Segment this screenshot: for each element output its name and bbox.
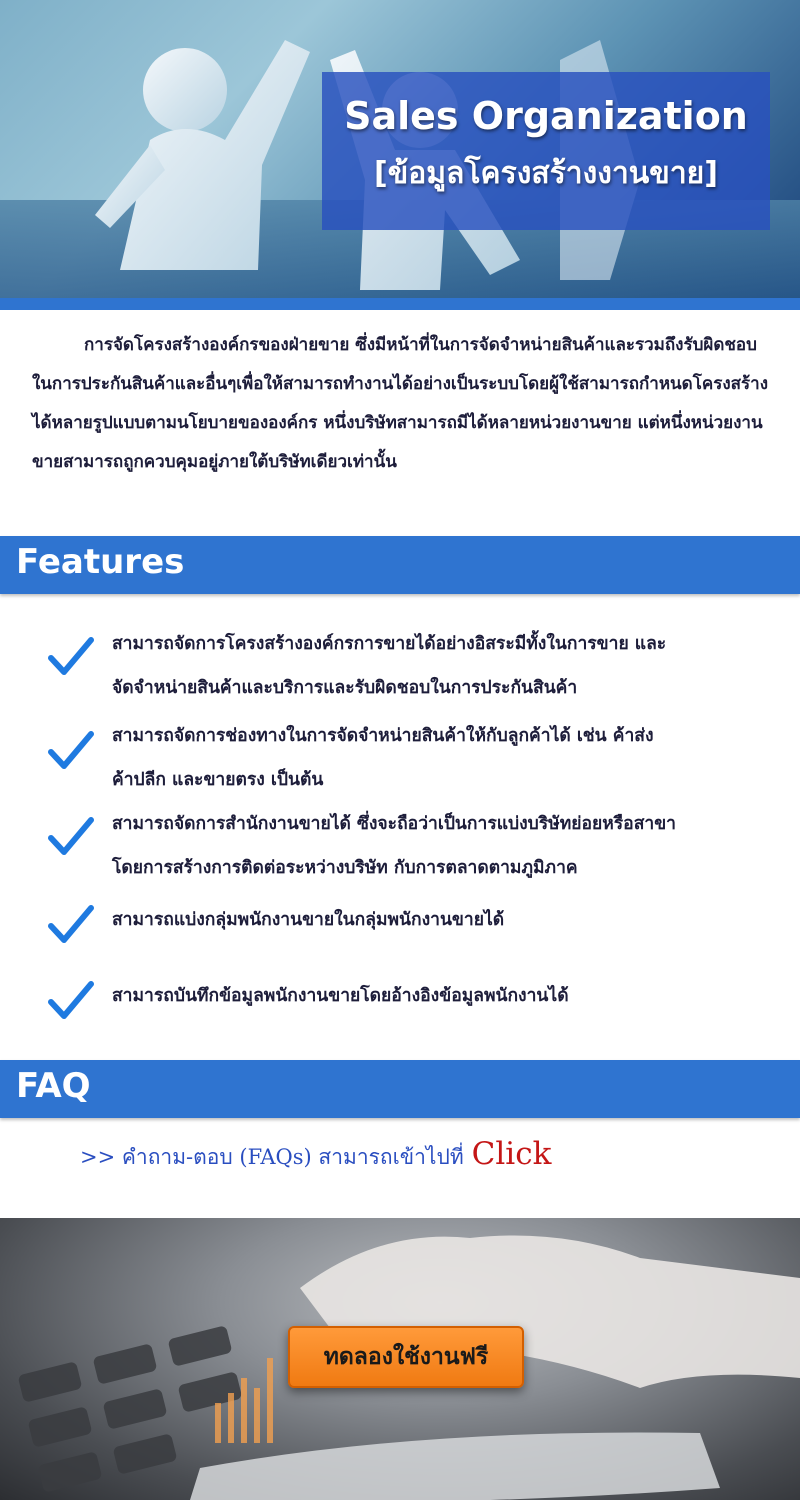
hero-title-box xyxy=(322,72,770,230)
feature-text-line1: สามารถบันทึกข้อมูลพนักงานขายโดยอ้างอิงข้อมูลพนักงานได้ xyxy=(112,986,569,1006)
bottom-banner xyxy=(0,1218,800,1500)
hero-title-th: [ข้อมูลโครงสร้างงานขาย] xyxy=(374,156,718,191)
feature-text-line1: สามารถจัดการสำนักงานขายได้ ซึ่งจะถือว่าเป็นการแบ่งบริษัทย่อยหรือสาขา xyxy=(112,814,676,834)
hero-banner xyxy=(0,0,800,298)
feature-text-line1: สามารถจัดการช่องทางในการจัดจำหน่ายสินค้าให้กับลูกค้าได้ เช่น ค้าส่ง xyxy=(112,726,654,746)
faq-click-link[interactable]: Click xyxy=(471,1136,552,1172)
intro-paragraph: การจัดโครงสร้างองค์กรของฝ่ายขาย ซึ่งมีหน้าที่ในการจัดจำหน่ายสินค้าและรวมถึงรับผิดชอบในการประกันสินค้าและอื่นๆเพื่อให้สามารถทำงานได้อย่างเป็นระบบโดยผู้ใช้สามารถกำหนดโครงสร้างได้หลายรูปแบบตามนโยบายขององค์กร หนึ่งบริษัทสามารถมีได้หลายหน่วยงานขาย แต่หนึ่งหน่วยงานขายสามารถถูกควบคุมอยู่ภายใต้บริษัทเดียวเท่านั้น xyxy=(32,335,768,472)
faq-prefix: >> คำถาม-ตอบ (FAQs) สามารถเข้าไปที่ xyxy=(80,1145,464,1169)
hero-title-en: Sales Organization xyxy=(344,94,748,138)
free-trial-button[interactable]: ทดลองใช้งานฟรี xyxy=(288,1326,524,1388)
checkmark-icon xyxy=(48,730,94,770)
feature-text-line1: สามารถจัดการโครงสร้างองค์กรการขายได้อย่างอิสระมีทั้งในการขาย และ xyxy=(112,634,667,654)
features-header xyxy=(0,536,800,594)
feature-text-line2: ค้าปลีก และขายตรง เป็นต้น xyxy=(112,770,324,790)
faq-title: FAQ xyxy=(16,1066,91,1106)
features-title: Features xyxy=(16,542,185,582)
feature-text-line2: โดยการสร้างการติดต่อระหว่างบริษัท กับการตลาดตามภูมิภาค xyxy=(112,858,578,878)
checkmark-icon xyxy=(48,980,94,1020)
hero-divider xyxy=(0,298,800,310)
feature-text-line1: สามารถแบ่งกลุ่มพนักงานขายในกลุ่มพนักงานขายได้ xyxy=(112,910,505,930)
checkmark-icon xyxy=(48,816,94,856)
checkmark-icon xyxy=(48,636,94,676)
checkmark-icon xyxy=(48,904,94,944)
feature-text-line2: จัดจำหน่ายสินค้าและบริการและรับผิดชอบในการประกันสินค้า xyxy=(112,678,578,698)
faq-header xyxy=(0,1060,800,1118)
faq-line xyxy=(80,1136,780,1180)
